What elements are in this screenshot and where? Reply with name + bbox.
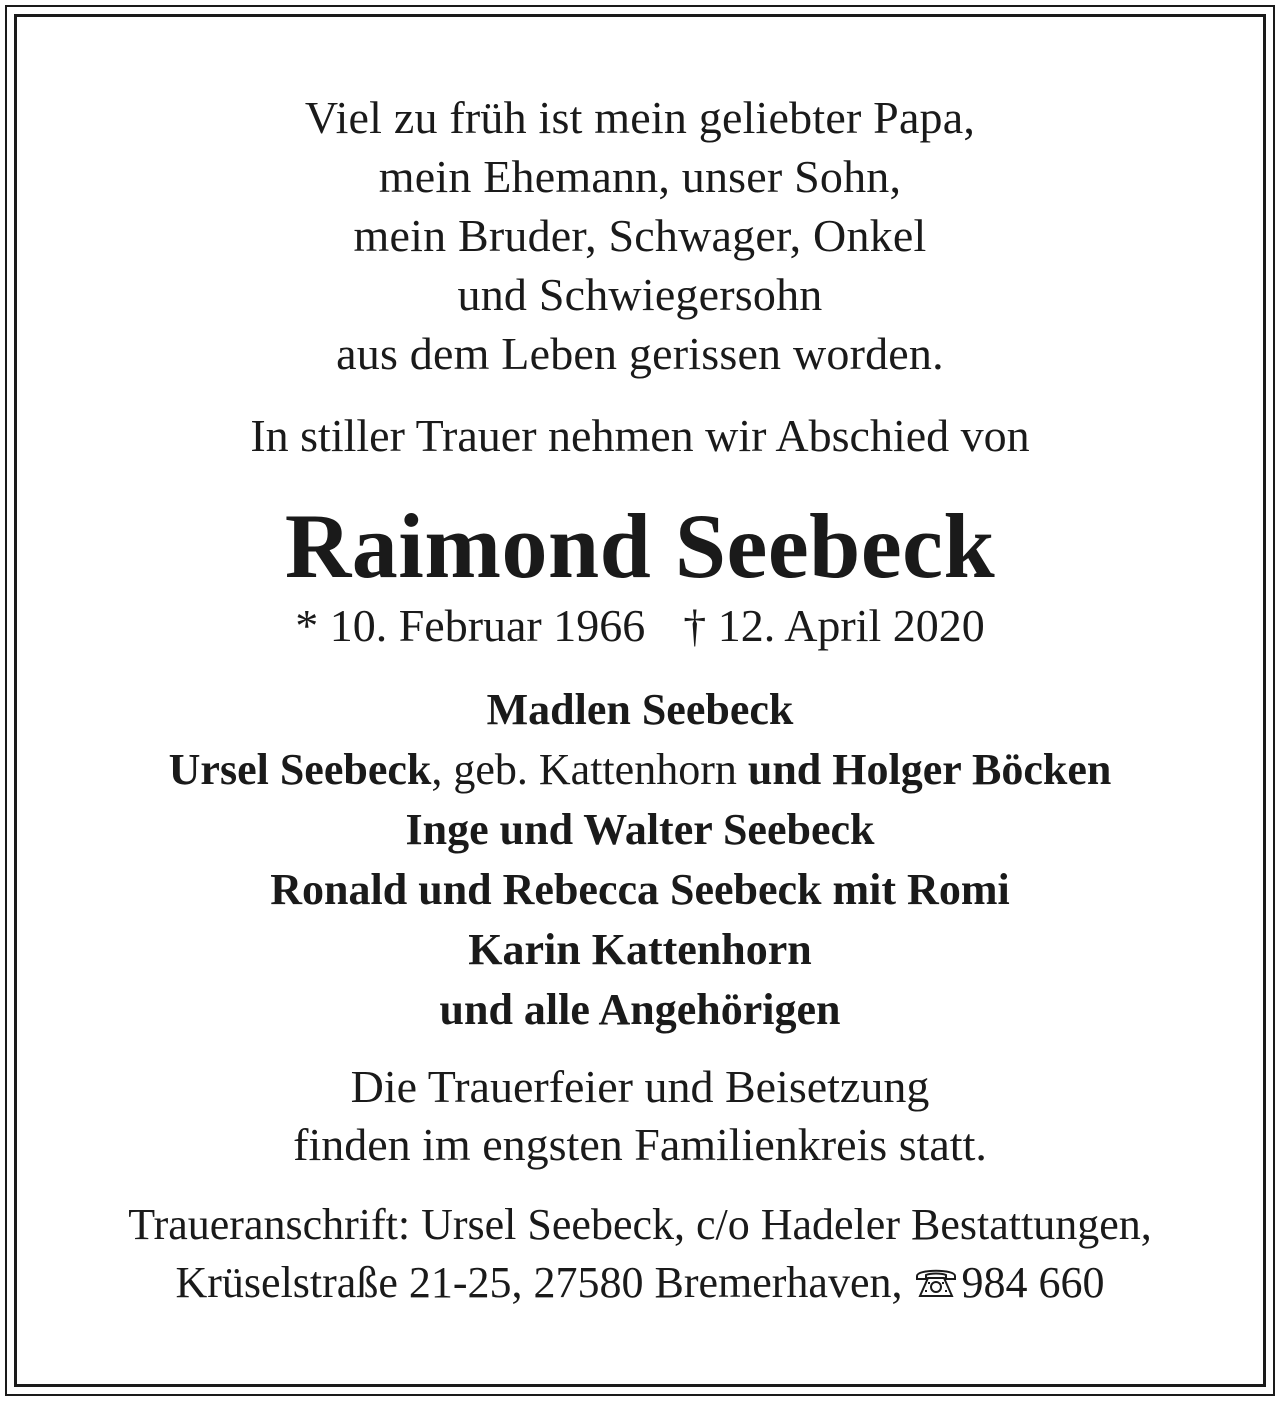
intro-text <box>20 88 1260 383</box>
death-date: † 12. April 2020 <box>683 600 985 651</box>
mourners-list <box>20 680 1260 1040</box>
mourner-name: Ursel Seebeck <box>168 745 432 794</box>
phone-number: 984 660 <box>961 1258 1105 1307</box>
mourner-line: Madlen Seebeck <box>486 685 794 734</box>
intro-line: mein Bruder, Schwager, Onkel <box>353 210 927 261</box>
mourner-line <box>20 740 1260 800</box>
service-line: Die Trauerfeier und Beisetzung <box>350 1061 930 1112</box>
farewell-line: In stiller Trauer nehmen wir Abschied von <box>250 410 1030 461</box>
mourner-line: Ronald und Rebecca Seebeck mit Romi <box>270 865 1010 914</box>
service-line: finden im engsten Familienkreis statt. <box>293 1119 987 1170</box>
mourner-name: und Holger Böcken <box>747 745 1112 794</box>
birth-date: * 10. Februar 1966 <box>295 600 646 651</box>
intro-line: Viel zu früh ist mein geliebter Papa, <box>304 92 976 143</box>
service-info <box>20 1058 1260 1174</box>
address-line <box>20 1254 1260 1312</box>
life-dates <box>20 598 1260 654</box>
mourning-address <box>20 1196 1260 1312</box>
intro-line: und Schwiegersohn <box>457 269 823 320</box>
street-city: Krüselstraße 21-25, 27580 Bremerhaven, <box>175 1258 914 1307</box>
intro-line: aus dem Leben gerissen worden. <box>336 328 944 379</box>
maiden-name-note: , geb. Kattenhorn <box>431 745 748 794</box>
mourner-line: und alle Angehörigen <box>439 985 841 1034</box>
mourner-line: Inge und Walter Seebeck <box>405 805 875 854</box>
intro-line: mein Ehemann, unser Sohn, <box>378 151 902 202</box>
mourner-line: Karin Kattenhorn <box>468 925 812 974</box>
address-line: Traueranschrift: Ursel Seebeck, c/o Hadeler Bestattungen, <box>128 1200 1152 1249</box>
deceased-name: Raimond Seebeck <box>284 495 996 597</box>
telephone-icon <box>914 1265 958 1299</box>
